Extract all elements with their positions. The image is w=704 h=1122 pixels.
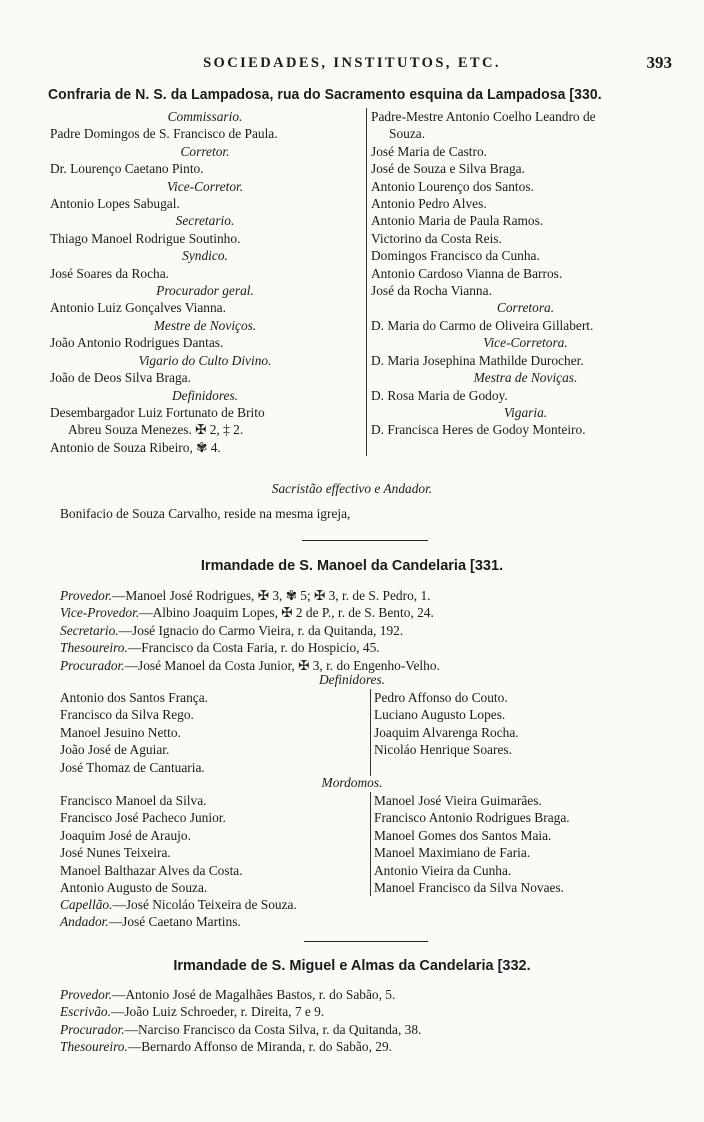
member-name: Manoel Maximiano de Faria. [374,845,531,861]
member-name: José Thomaz de Cantuaria. [60,759,205,775]
definidores-left [60,689,370,776]
mordomos-left [60,792,370,896]
s330-right-entry: Antonio Cardoso Vianna de Barros. [371,265,563,281]
definidores-right [370,689,660,776]
officer-line [60,986,680,1003]
member-name: Manoel Gomes dos Santos Maia. [374,827,552,843]
officer-role: Provedor. [60,588,112,603]
member-name: Nicoláo Henrique Soares. [374,742,512,758]
officer-role: Vice-Provedor. [60,605,140,621]
officer-role: Provedor. [60,987,112,1002]
officer-details: —Manoel José Rodrigues, ✠ 3, ✾ 5; ✠ 3, r. de S. Pedro, 1. [111,588,431,603]
s330-left-entry: Antonio Luiz Gonçalves Vianna. [50,300,226,316]
s330-left-entry: Antonio Lopes Sabugal. [50,196,180,212]
divider [302,540,428,541]
s330-right-entry: D. Maria Josephina Mathilde Durocher. [371,352,584,368]
mordomos-right [370,792,660,896]
officer-role: Thesoureiro. [60,640,128,656]
running-title: SOCIEDADES, INSTITUTOS, ETC. [203,55,501,71]
s330-right-entry: D. Rosa Maria de Godoy. [371,387,508,403]
member-name: João José de Aguiar. [60,742,170,758]
s330-right-entry: José Maria de Castro. [371,143,488,159]
member-name: Luciano Augusto Lopes. [374,707,506,723]
s330-left-entry: João Antonio Rodrigues Dantas. [50,335,224,351]
member-name: Francisco Antonio Rodrigues Braga. [374,810,570,826]
capellao-role: Capellão. [60,897,113,912]
s330-left-office-heading: Procurador geral. [156,283,254,299]
member-name: Manoel Balthazar Alves da Costa. [60,862,243,878]
section-330-left-column [50,108,366,456]
officer-details: —Francisco da Costa Faria, r. do Hospicio, 45. [127,640,380,656]
section-331-officers [60,587,680,674]
s330-left-entry: João de Deos Silva Braga. [50,370,191,386]
s330-right-entry: Antonio Lourenço dos Santos. [371,178,534,194]
andador-name: —José Caetano Martins. [108,914,241,930]
s330-right-office-heading: Mestra de Noviças. [473,370,578,386]
s330-right-entry: José da Rocha Vianna. [371,283,492,299]
officer-line [60,587,680,604]
page-number: 393 [646,53,672,72]
s330-left-entry: Thiago Manoel Rodrigue Soutinho. [50,230,241,246]
s330-right-entry: Antonio Pedro Alves. [371,196,487,212]
officer-role: Procurador. [60,657,125,673]
sacristao-heading: Sacristão effectivo e Andador. [271,481,433,496]
s330-left-entry: Padre Domingos de S. Francisco de Paula. [50,126,278,142]
member-name: Manoel Jesuino Netto. [60,724,181,740]
member-name: José Nunes Teixeira. [60,845,171,861]
s330-left-entry: Antonio de Souza Ribeiro, ✾ 4. [50,439,221,455]
s330-left-entry: José Soares da Rocha. [50,265,169,281]
section-title-331: Irmandade de S. Manoel da Candelaria [331. [200,558,504,574]
member-name: Antonio Vieira da Cunha. [374,862,512,878]
member-name: Francisco José Pacheco Junior. [60,810,226,826]
s330-right-entry: Victorino da Costa Reis. [371,230,502,246]
officer-role: Escrivão. [60,1004,111,1020]
member-name: Francisco da Silva Rego. [60,707,194,723]
s330-right-entry: Antonio Maria de Paula Ramos. [371,213,544,229]
section-332-officers [60,986,680,1056]
officer-role: Secretario. [60,622,119,638]
mordomos-heading: Mordomos. [321,775,383,790]
s330-left-office-heading: Vice-Corretor. [166,178,244,194]
s330-left-office-heading: Mestre de Noviços. [153,317,257,333]
officer-line [60,1038,680,1055]
officer-details: —Antonio José de Magalhães Bastos, r. do Sabão, 5. [111,987,396,1002]
s330-left-office-heading: Definidores. [171,387,239,403]
definidores-columns [60,689,660,776]
andador-role: Andador. [60,914,109,930]
s330-right-office-heading: Vice-Corretora. [483,335,568,351]
s330-left-entry: Desembargador Luiz Fortunato de Brito [50,404,265,420]
officer-line [60,1021,680,1038]
s330-right-entry: Domingos Francisco da Cunha. [371,248,540,264]
section-330-right-column [366,108,680,456]
s330-left-office-heading: Vigario do Culto Divino. [138,352,272,368]
definidores-heading: Definidores. [318,672,386,687]
member-name: Antonio dos Santos França. [60,690,209,705]
officer-line [60,622,680,639]
officer-role: Procurador. [60,1021,125,1037]
officer-line [60,604,680,621]
capellao-entry [60,896,680,931]
s330-left-office-heading: Secretario. [175,213,235,229]
officer-details: —José Ignacio do Carmo Vieira, r. da Quitanda, 192. [118,622,404,638]
officer-details: —João Luiz Schroeder, r. Direita, 7 e 9. [110,1004,325,1020]
s330-left-office-heading: Commissario. [167,109,243,124]
running-head [0,55,704,75]
section-title-332: Irmandade de S. Miguel e Almas da Candelaria [332. [173,958,531,974]
s330-left-office-heading: Corretor. [180,143,230,159]
member-name: Manoel Francisco da Silva Novaes. [374,880,565,896]
officer-line [60,639,680,656]
member-name: Pedro Affonso do Couto. [374,690,508,705]
s330-left-entry-continued: Abreu Souza Menezes. ✠ 2, ‡ 2. [68,422,244,438]
section-title-330: Confraria de N. S. da Lampadosa, rua do Sacramento esquina da Lampadosa [330. [48,86,602,103]
s330-right-entry: Padre-Mestre Antonio Coelho Leandro de [371,109,596,124]
s330-left-entry: Dr. Lourenço Caetano Pinto. [50,161,204,177]
member-name: Joaquim Alvarenga Rocha. [374,724,519,740]
s330-right-office-heading: Vigaria. [503,404,548,420]
officer-details: —José Manoel da Costa Junior, ✠ 3, r. do Engenho-Velho. [124,657,440,673]
s330-right-entry: D. Francisca Heres de Godoy Monteiro. [371,422,586,438]
member-name: Manoel José Vieira Guimarães. [374,793,542,808]
officer-details: —Narciso Francisco da Costa Silva, r. da Quitanda, 38. [124,1021,422,1037]
member-name: Francisco Manoel da Silva. [60,793,207,808]
member-name: Joaquim José de Araujo. [60,827,191,843]
s330-right-entry: José de Souza e Silva Braga. [371,161,525,177]
s330-left-office-heading: Syndico. [182,248,228,264]
officer-details: —Bernardo Affonso de Miranda, r. do Sabão, 29. [127,1039,392,1055]
officer-line [60,1003,680,1020]
section-330-columns [50,108,680,456]
member-name: Antonio Augusto de Souza. [60,880,208,896]
mordomos-columns [60,792,660,896]
s330-right-entry-continued: Souza. [389,126,426,142]
officer-role: Thesoureiro. [60,1039,128,1055]
sacristao-entry: Bonifacio de Souza Carvalho, reside na mesma igreja, [60,506,351,521]
capellao-name: —José Nicoláo Teixeira de Souza. [112,897,297,912]
s330-right-office-heading: Corretora. [496,300,555,316]
divider [304,941,428,942]
s330-right-entry: D. Maria do Carmo de Oliveira Gillabert. [371,317,594,333]
officer-details: —Albino Joaquim Lopes, ✠ 2 de P., r. de S. Bento, 24. [139,605,434,621]
